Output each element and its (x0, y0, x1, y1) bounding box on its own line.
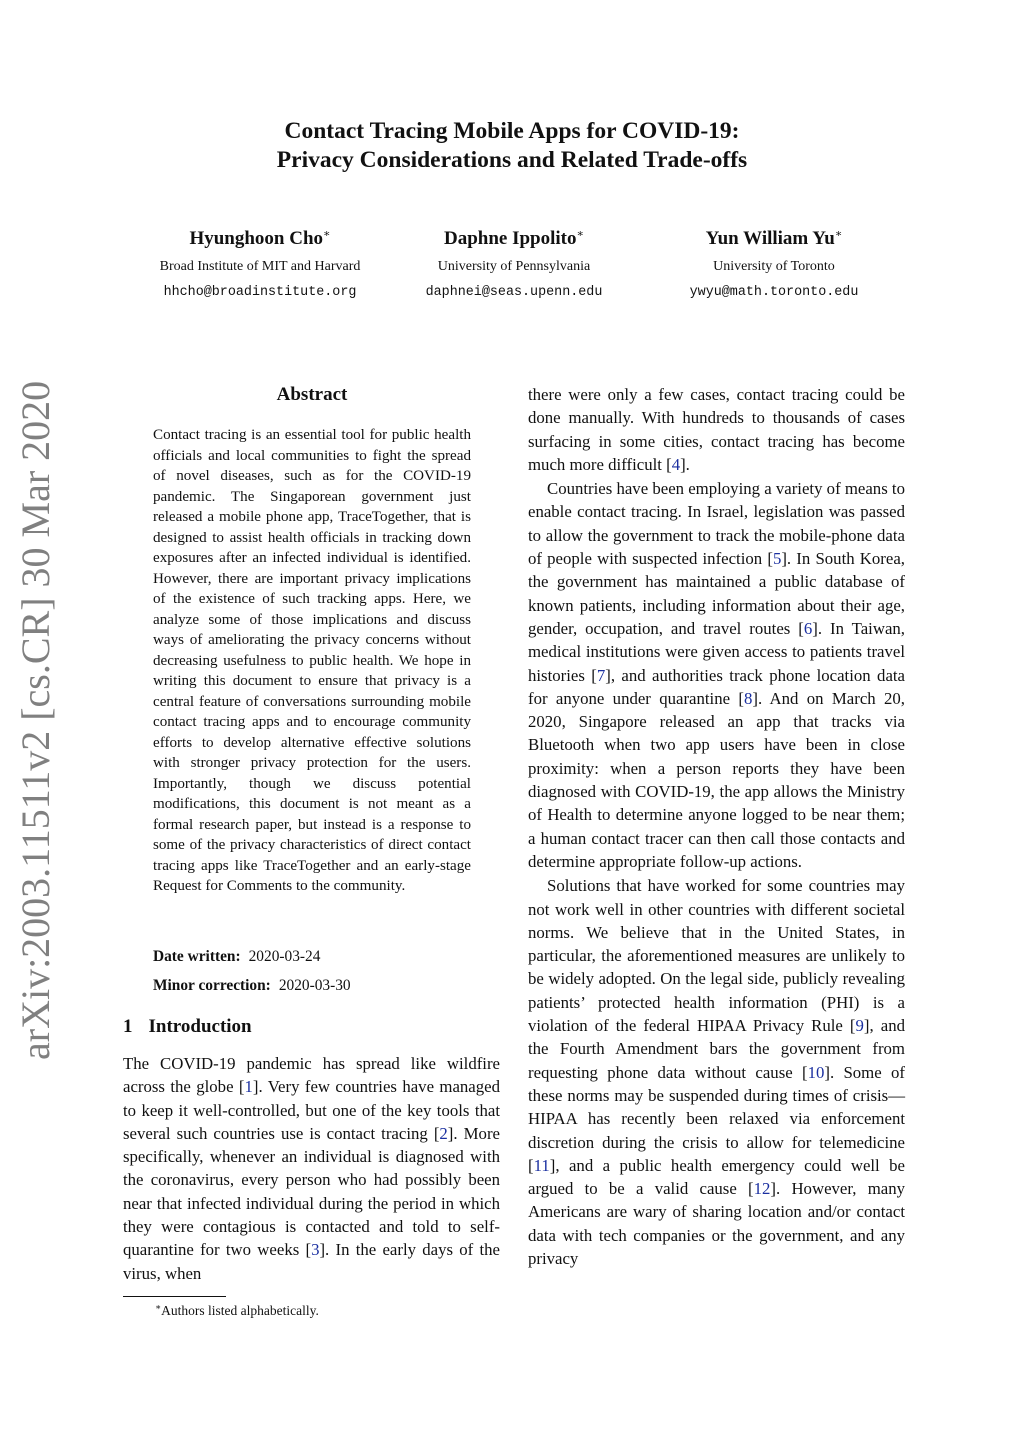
footnote-divider (123, 1296, 226, 1297)
citation-link[interactable]: 4 (671, 454, 681, 474)
citation-link[interactable]: 11 (533, 1155, 550, 1175)
author-block (130, 222, 390, 301)
citation-link[interactable]: 9 (855, 1016, 864, 1036)
date-written-value: 2020-03-24 (248, 948, 321, 965)
author-name: Daphne Ippolito∗ (443, 228, 584, 249)
date-written (153, 947, 320, 967)
introduction-paragraph-continued: there were only a few cases, contact tracing could be done manually. With hundreds to thousands of cases surfacing in some cities, contact tracing has become much more difficult [4]. (528, 385, 905, 474)
date-written-label: Date written: (153, 948, 241, 965)
title-line-2: Privacy Considerations and Related Trade-offs (276, 147, 748, 173)
section-title: Introduction (148, 1016, 252, 1037)
author-affiliation: Broad Institute of MIT and Harvard (159, 259, 361, 274)
abstract-heading: Abstract (276, 384, 348, 405)
author-email: hhcho@broadinstitute.org (163, 285, 357, 300)
introduction-right-column (528, 383, 905, 1270)
author-footnote-mark: ∗ (576, 228, 584, 240)
author-block (644, 222, 904, 301)
title-line-1: Contact Tracing Mobile Apps for COVID-19: (284, 118, 740, 144)
introduction-left-column (123, 1052, 500, 1285)
author-footnote-mark: ∗ (834, 228, 843, 240)
author-affiliation: University of Pennsylvania (437, 259, 591, 274)
citation-link[interactable]: 8 (743, 688, 753, 708)
citation-link[interactable]: 2 (439, 1123, 448, 1143)
introduction-paragraph: Solutions that have worked for some countries may not work well in other countries with different societal norms. We believe that in the United States, in particular, the aforementioned measures are unlikely to be widely adopted. On the legal side, publicly revealing patients’ protected health information (PHI) is a violation of the federal HIPAA Privacy Rule [9], and the Fourth Amendment bars the government from requesting phone data without cause [10]. Some of these norms may be suspended during times of crisis—HIPAA has recently been relaxed via enforcement discretion during the crisis to allow for telemedicine [11], and a public health emergency could well be argued to be a valid cause [12]. However, many Americans are wary of sharing location and/or contact data with tech companies or the government, and any privacy (528, 876, 906, 1268)
citation-link[interactable]: 12 (753, 1179, 771, 1199)
author-name: Hyunghoon Cho∗ (189, 228, 331, 249)
author-block (384, 222, 644, 301)
citation-link[interactable]: 7 (596, 665, 606, 685)
abstract-text: Contact tracing is an essential tool for public health officials and local communities to fight the spread of novel diseases, such as for the COVID-19 pandemic. The Singaporean government just released a mobile phone app, TraceTogether, that is designed to assist health officials in tracking down exposures after an infected individual is identified. However, there are important privacy implications of the existence of such tracking apps. Here, we analyze some of those implications and discuss ways of ameliorating the privacy concerns without decreasing usefulness to public health. We hope in writing this document to ensure that privacy is a central feature of conversations surrounding mobile contact tracing apps and to encourage community efforts to develop alternative effective solutions with stronger privacy protection for the users. Importantly, though we discuss potential modifications, this document is not meant as a formal research paper, but instead is a response to some of the privacy characteristics of direct contact tracing apps like TraceTogether and an early-stage Request for Comments to the community. (153, 427, 471, 894)
footnote-mark: ∗ (155, 1302, 162, 1312)
citation-link[interactable]: 10 (807, 1062, 825, 1082)
paper-title (112, 117, 912, 175)
section-heading-introduction (123, 1016, 252, 1038)
footnote (155, 1298, 319, 1320)
author-affiliation: University of Toronto (713, 259, 835, 274)
introduction-paragraph: Countries have been employing a variety of means to enable contact tracing. In Israel, legislation was passed to allow the government to track the mobile-phone data of people with suspected infection [5]. In South Korea, the government has maintained a public database of known patients, including information about their age, gender, occupation, and travel routes [6]. In Taiwan, medical institutions were given access to patients travel histories [7], and authorities track phone location data for anyone under quarantine [8]. And on March 20, 2020, Singapore released an app that tracks via Bluetooth when two app users have been in close proximity: when a person reports they have been diagnosed with COVID-19, the app allows the Ministry of Health to determine anyone logged to be near them; a human contact tracer can then call those contacts and determine appropriate follow-up actions. (528, 479, 906, 871)
author-email: ywyu@math.toronto.edu (689, 285, 859, 300)
citation-link[interactable]: 3 (311, 1240, 320, 1260)
minor-correction-value: 2020-03-30 (278, 977, 351, 994)
citation-link[interactable]: 5 (772, 549, 782, 569)
author-email: daphnei@seas.upenn.edu (425, 285, 603, 300)
section-number: 1 (123, 1016, 133, 1037)
minor-correction (153, 976, 351, 996)
author-footnote-mark: ∗ (323, 228, 331, 240)
citation-link[interactable]: 1 (244, 1077, 253, 1097)
arxiv-identifier-stamp: arXiv:2003.11511v2 [cs.CR] 30 Mar 2020 (13, 380, 58, 1060)
citation-link[interactable]: 6 (803, 618, 813, 638)
footnote-text: Authors listed alphabetically. (161, 1303, 319, 1318)
author-name: Yun William Yu∗ (705, 228, 843, 249)
introduction-paragraph: The COVID-19 pandemic has spread like wildfire across the globe [1]. Very few countries have managed to keep it well-controlled, but one of the key tools that several such countries use is contact tracing [2]. More specifically, whenever an individual is diagnosed with the coronavirus, every person who had possibly been near that infected individual during the period in which they were contagious is contacted and told to self-quarantine for two weeks [3]. In the early days of the virus, when (123, 1054, 500, 1283)
minor-correction-label: Minor correction: (153, 977, 271, 994)
